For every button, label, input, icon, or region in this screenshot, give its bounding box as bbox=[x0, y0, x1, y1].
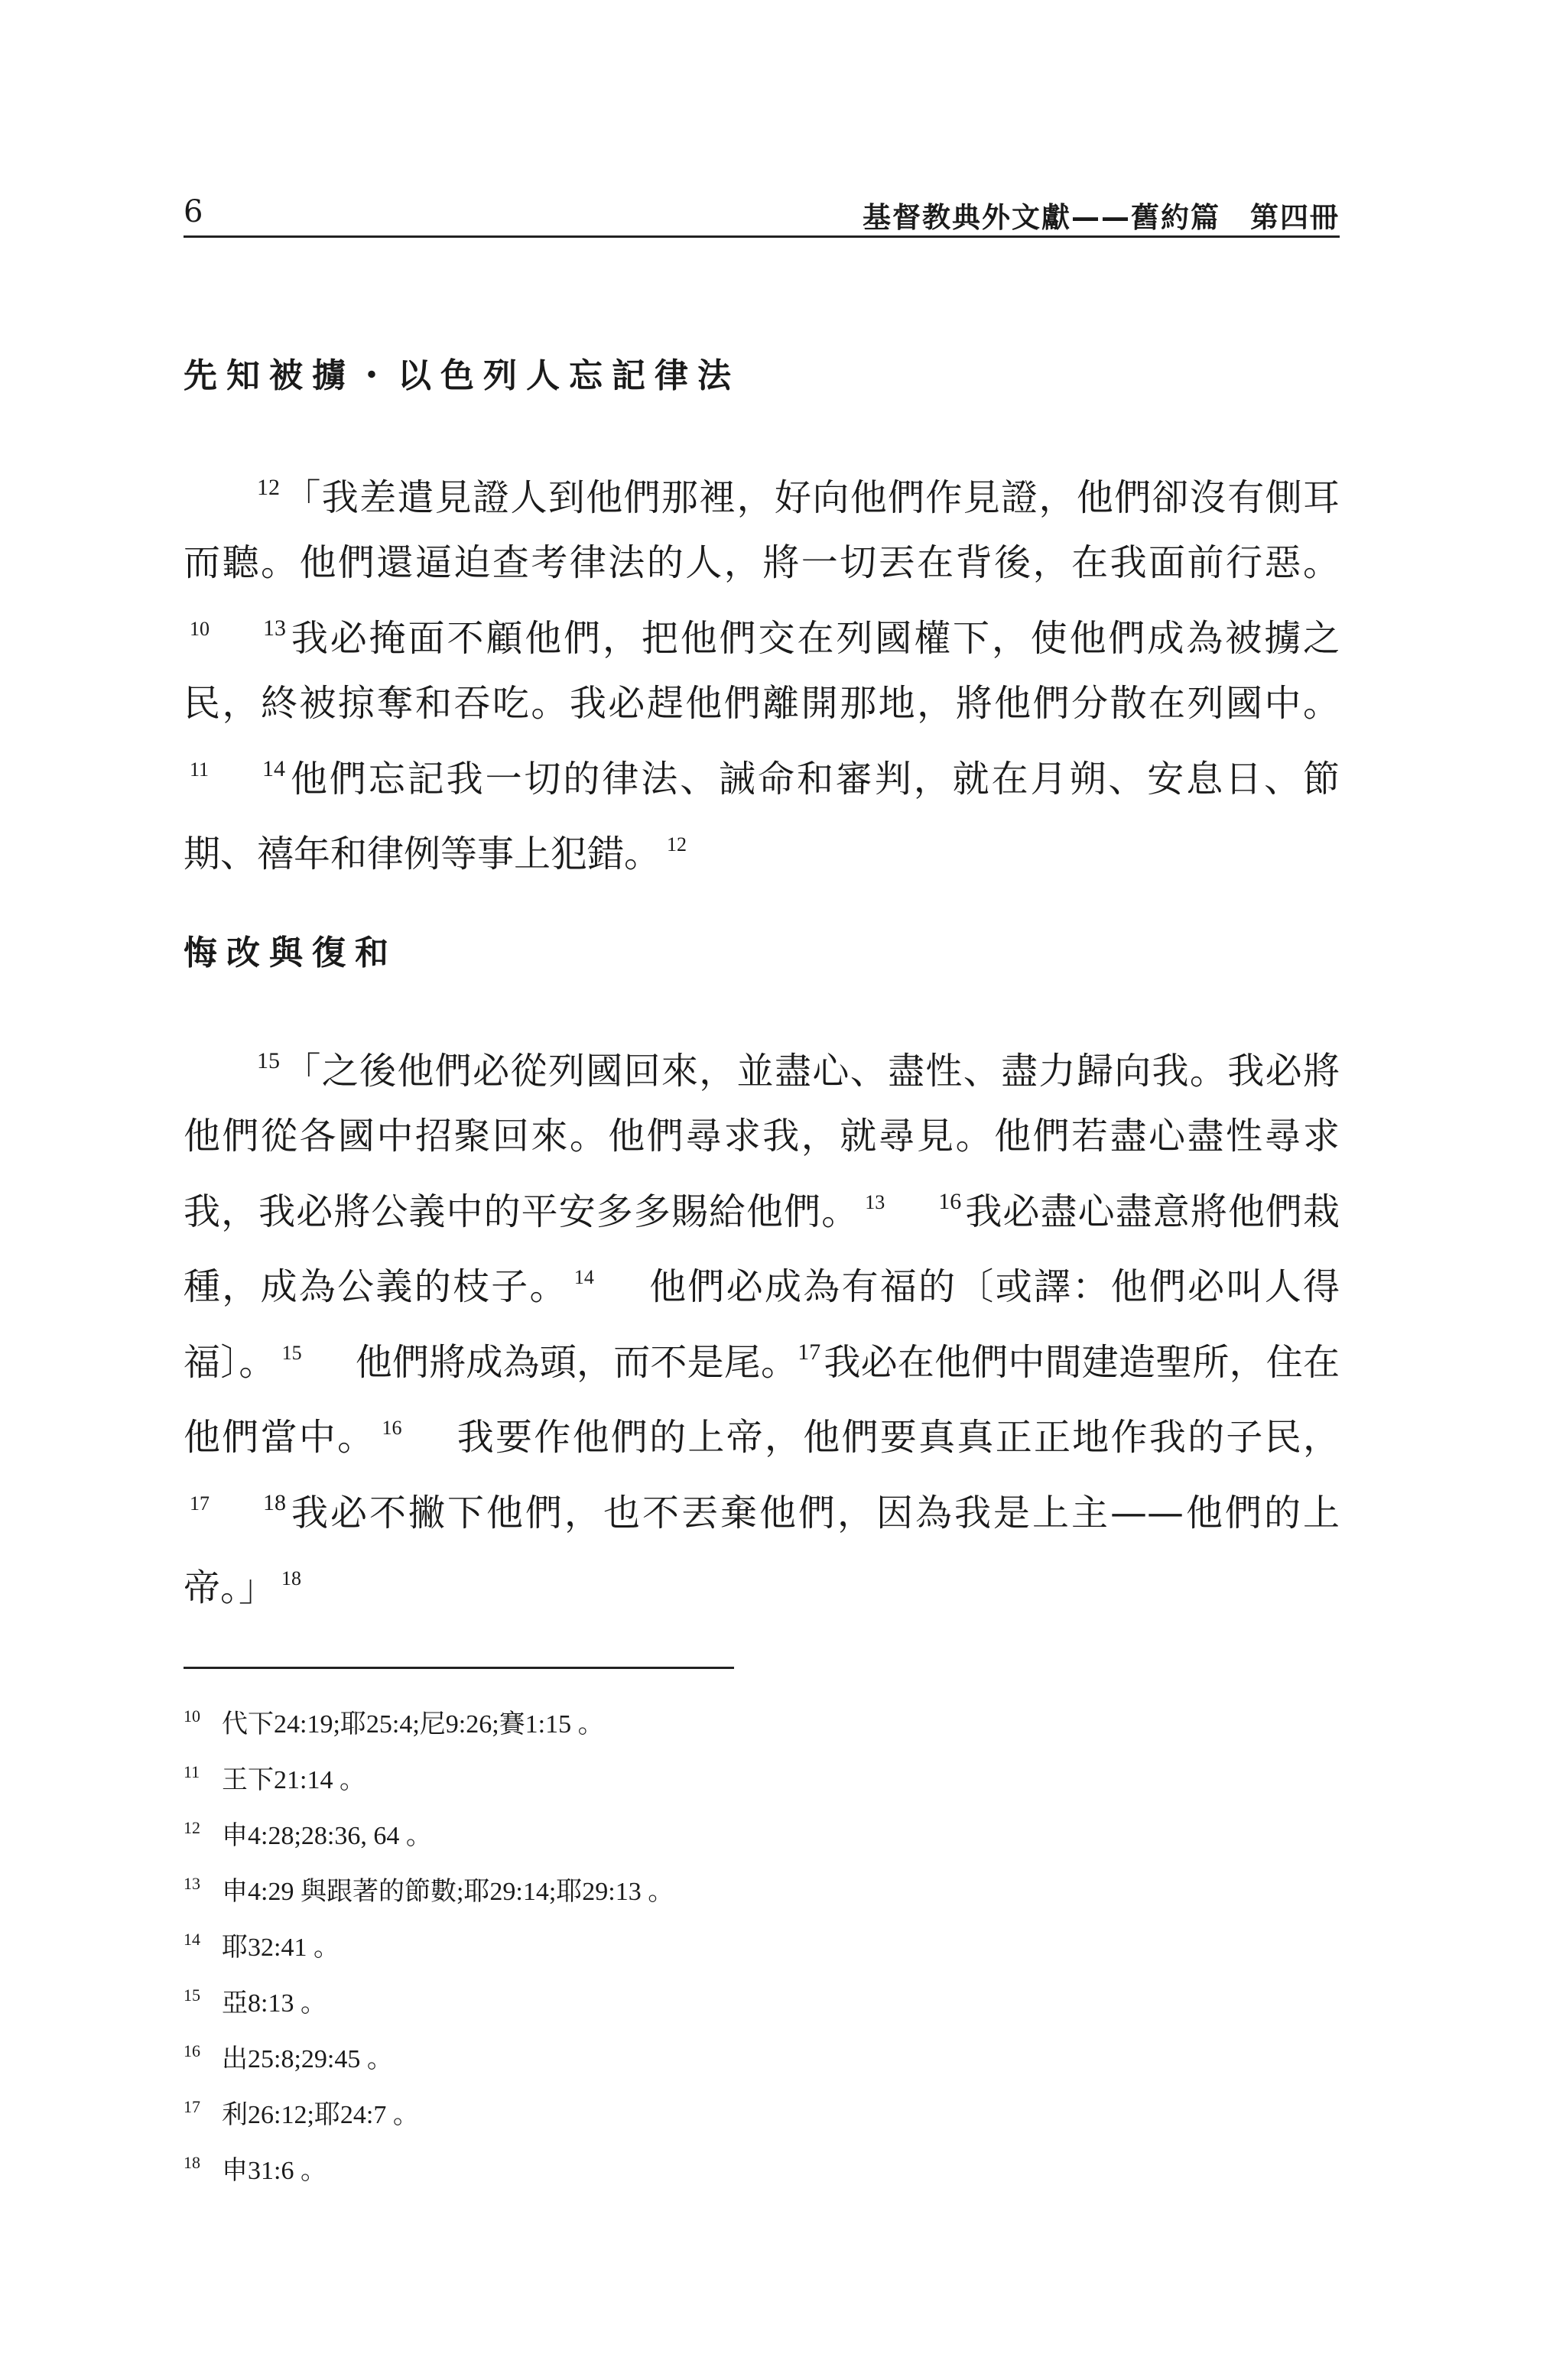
footnote-ref: 12 bbox=[667, 833, 687, 856]
footnote bbox=[184, 1693, 1101, 1749]
footnote-ref: 11 bbox=[190, 758, 210, 781]
verse-number: 12 bbox=[257, 475, 280, 500]
section-heading-repentance: 悔改與復和 bbox=[184, 933, 398, 972]
footnote-text: 申31:6 。 bbox=[222, 2157, 327, 2185]
footnote-rule bbox=[184, 1667, 734, 1669]
verse-text: 我必掩面不顧他們，把他們交在列國權下，使他們成為被擄之民，終被掠奪和吞吃。我必趕他們離開那地，將他們分散在列國中。 bbox=[184, 617, 1340, 725]
footnote-number: 16 bbox=[184, 2041, 200, 2060]
verse-text: 他們忘記我一切的律法、誡命和審判，就在月朔、安息日、節期、禧年和律例等事上犯錯。 bbox=[184, 758, 1340, 875]
footnote bbox=[184, 2028, 1101, 2084]
footnote-number: 11 bbox=[184, 1762, 200, 1781]
verse-number: 17 bbox=[798, 1339, 821, 1365]
footnote-number: 12 bbox=[184, 1818, 200, 1837]
footnote-number: 14 bbox=[184, 1930, 200, 1949]
footnote-text: 申4:29 與跟著的節數;耶29:14;耶29:13 。 bbox=[222, 1878, 674, 1906]
footnote bbox=[184, 1917, 1101, 1973]
footnote-number: 17 bbox=[184, 2097, 200, 2116]
running-header bbox=[184, 191, 1340, 237]
footnote-ref: 14 bbox=[573, 1266, 594, 1288]
footnote bbox=[184, 1805, 1101, 1861]
verse-text: 我必盡心盡意將他們栽種，成為公義的枝子。 bbox=[184, 1190, 1340, 1308]
footnote bbox=[184, 1861, 1101, 1917]
footnote-text: 利26:12;耶24:7 。 bbox=[222, 2101, 419, 2129]
footnote-number: 15 bbox=[184, 1985, 200, 2005]
section-heading-exile: 先知被擄・以色列人忘記律法 bbox=[184, 356, 740, 395]
footnote-ref: 10 bbox=[190, 618, 210, 640]
footnote-text: 王下21:14 。 bbox=[222, 1766, 366, 1794]
verse-text: 他們必成為有福的〔或譯：他們必叫人得福〕。 bbox=[184, 1265, 1340, 1384]
footnote-list bbox=[184, 1693, 1101, 2196]
footnote-text: 耶32:41 。 bbox=[222, 1934, 340, 1962]
footnote-text: 出25:8;29:45 。 bbox=[222, 2045, 393, 2073]
footnote-number: 10 bbox=[184, 1706, 200, 1726]
footnote-text: 申4:28;28:36, 64 。 bbox=[222, 1822, 432, 1850]
book-title: 基督教典外文獻——舊約篇 第四冊 bbox=[863, 201, 1340, 234]
footnote-ref: 13 bbox=[865, 1191, 885, 1213]
footnote-ref: 15 bbox=[281, 1342, 302, 1364]
verse-number: 16 bbox=[938, 1189, 962, 1214]
verse-number: 15 bbox=[257, 1048, 280, 1073]
verse-number: 13 bbox=[263, 615, 286, 641]
footnote-ref: 17 bbox=[190, 1492, 210, 1515]
footnote-number: 18 bbox=[184, 2153, 200, 2172]
verse-text: 「我差遣見證人到他們那裡，好向他們作見證，他們卻沒有側耳而聽。他們還逼迫查考律法的人，將一切丟在背後，在我面前行惡。 bbox=[184, 476, 1340, 584]
footnote bbox=[184, 1973, 1101, 2028]
header-rule bbox=[184, 235, 1340, 238]
verse-text: 「之後他們必從列國回來，並盡心、盡性、盡力歸向我。我必將他們從各國中招聚回來。他們尋求我，就尋見。他們若盡心盡性尋求我，我必將公義中的平安多多賜給他們。 bbox=[184, 1050, 1340, 1233]
page-number: 6 bbox=[184, 194, 203, 229]
footnote-ref: 18 bbox=[281, 1567, 302, 1589]
verse-number: 18 bbox=[263, 1490, 286, 1515]
footnote-ref: 16 bbox=[382, 1417, 402, 1439]
verse-text: 我必在他們中間建造聖所，住在他們當中。 bbox=[184, 1341, 1340, 1459]
footnote bbox=[184, 2140, 1101, 2196]
verse-text: 我必不撇下他們，也不丟棄他們，因為我是上主——他們的上帝。」 bbox=[184, 1492, 1340, 1609]
footnote bbox=[184, 2084, 1101, 2140]
section-body-repentance bbox=[184, 1028, 1340, 1621]
footnote-number: 13 bbox=[184, 1874, 200, 1893]
footnote bbox=[184, 1749, 1101, 1805]
footnote-text: 亞8:13 。 bbox=[222, 1989, 327, 2018]
verse-text: 他們將成為頭，而不是尾。 bbox=[355, 1341, 798, 1384]
verse-text: 我要作他們的上帝，他們要真真正正地作我的子民， bbox=[455, 1416, 1340, 1459]
verse-number: 14 bbox=[262, 756, 286, 781]
footnote-text: 代下24:19;耶25:4;尼9:26;賽1:15 。 bbox=[222, 1710, 604, 1739]
section-body-exile bbox=[184, 455, 1340, 887]
